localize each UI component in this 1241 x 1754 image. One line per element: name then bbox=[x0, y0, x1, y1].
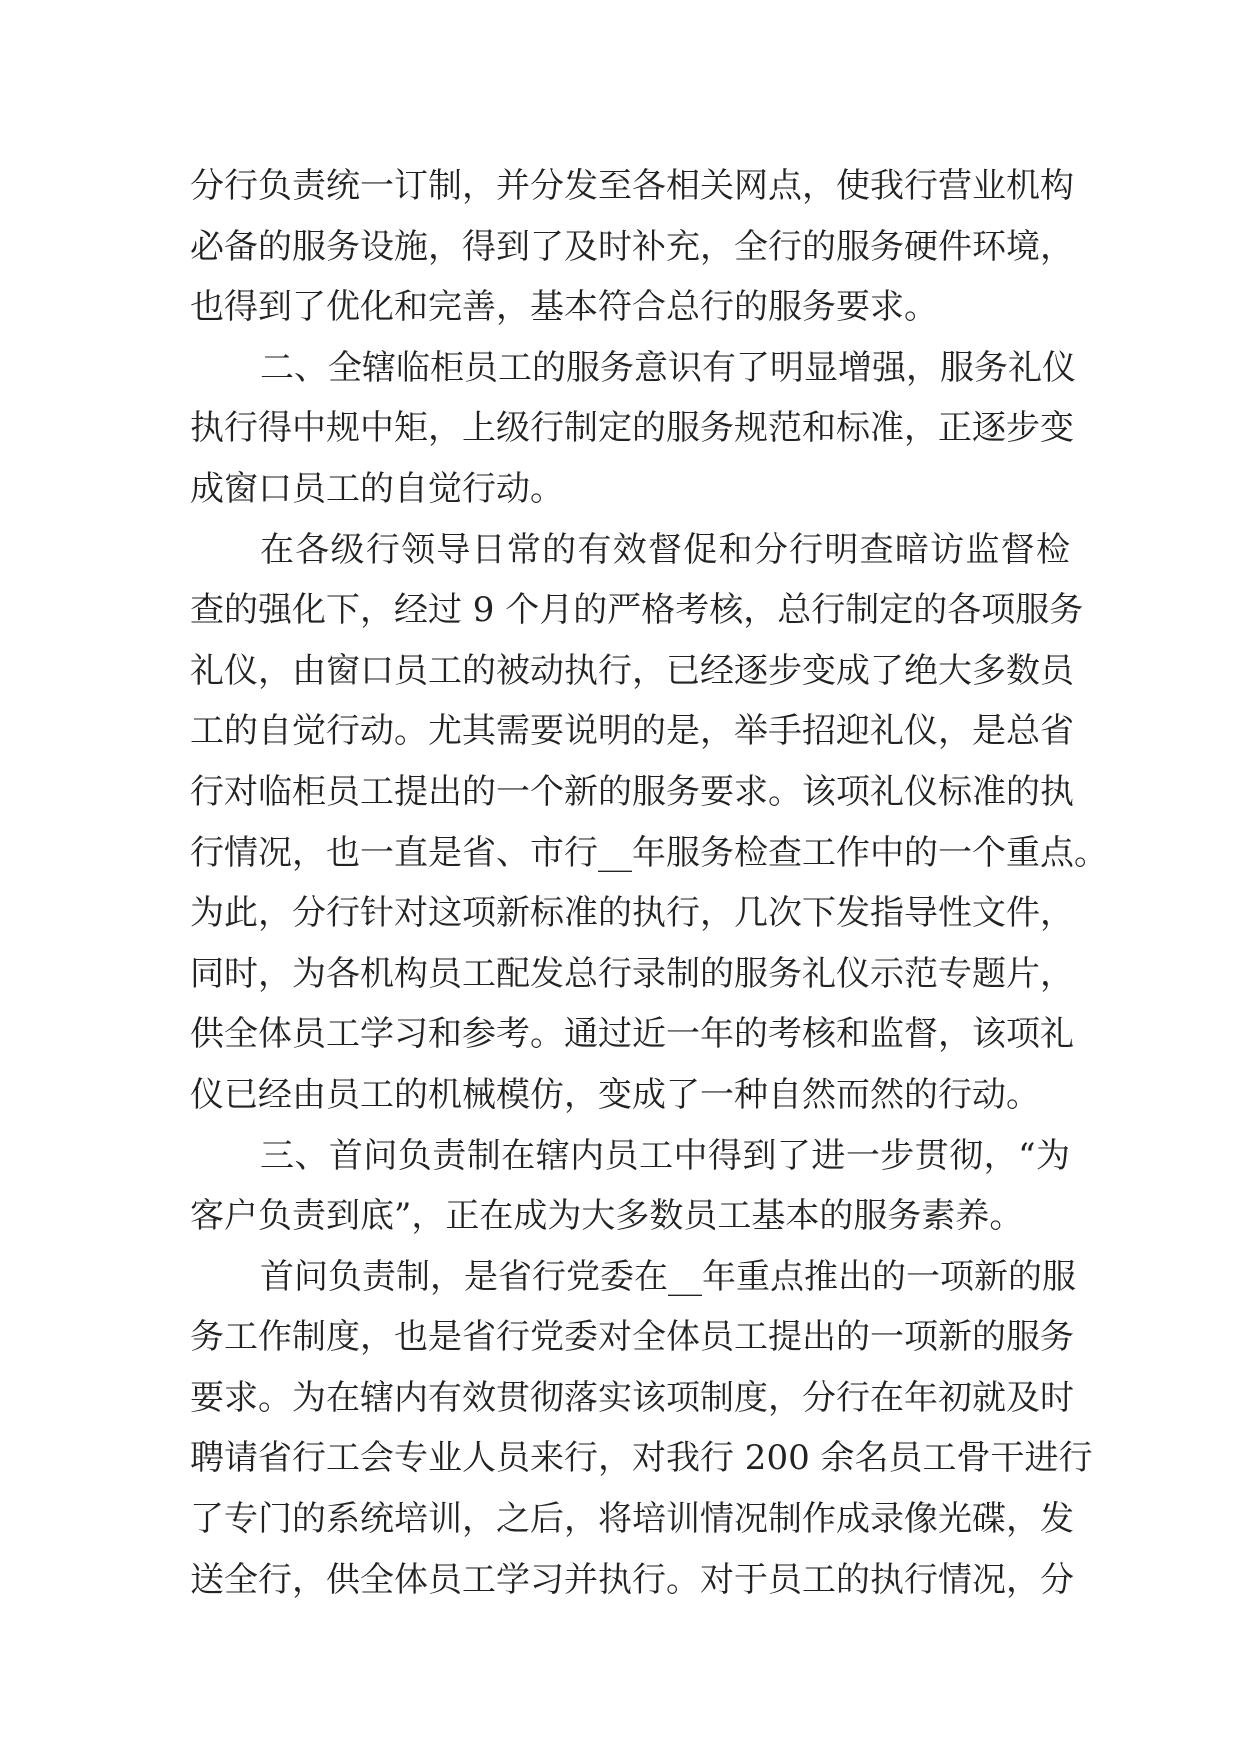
text-line: 必备的服务设施，得到了及时补充，全行的服务硬件环境， bbox=[190, 226, 1074, 267]
paragraph-first-line: 首问负责制，是省行党委在__年重点推出的一项新的服 bbox=[260, 1256, 1076, 1297]
text-line: 聘请省行工会专业人员来行，对我行 200 余名员工骨干进行 bbox=[190, 1438, 1093, 1479]
section-heading-line: 二、全辖临柜员工的服务意识有了明显增强，服务礼仪 bbox=[260, 347, 1076, 388]
text-line: 客户负责到底”，正在成为大多数员工基本的服务素养。 bbox=[190, 1196, 1024, 1237]
document-body bbox=[190, 156, 1108, 1610]
text-line: 务工作制度，也是省行党委对全体员工提出的一项新的服务 bbox=[190, 1317, 1074, 1358]
text-line: 行情况，也一直是省、市行__年服务检查工作中的一个重点。 bbox=[190, 832, 1108, 873]
paragraph-first-line: 在各级行领导日常的有效督促和分行明查暗访监督检 bbox=[260, 529, 1070, 570]
text-line: 送全行，供全体员工学习并执行。对于员工的执行情况，分 bbox=[190, 1559, 1074, 1600]
text-line: 也得到了优化和完善，基本符合总行的服务要求。 bbox=[190, 287, 938, 328]
text-line: 要求。为在辖内有效贯彻落实该项制度，分行在年初就及时 bbox=[190, 1377, 1074, 1418]
text-line: 礼仪，由窗口员工的被动执行，已经逐步变成了绝大多数员 bbox=[190, 650, 1074, 691]
text-line: 行对临柜员工提出的一个新的服务要求。该项礼仪标准的执 bbox=[190, 771, 1074, 812]
text-line: 供全体员工学习和参考。通过近一年的考核和监督，该项礼 bbox=[190, 1014, 1074, 1055]
text-line: 分行负责统一订制，并分发至各相关网点，使我行营业机构 bbox=[190, 166, 1074, 206]
text-line: 工的自觉行动。尤其需要说明的是，举手招迎礼仪，是总省 bbox=[190, 711, 1074, 752]
section-heading-line: 三、首问负责制在辖内员工中得到了进一步贯彻，“为 bbox=[260, 1135, 1070, 1176]
text-line: 查的强化下，经过 9 个月的严格考核，总行制定的各项服务 bbox=[190, 590, 1084, 631]
text-line: 同时，为各机构员工配发总行录制的服务礼仪示范专题片， bbox=[190, 953, 1074, 994]
text-line: 了专门的系统培训，之后，将培训情况制作成录像光碟，发 bbox=[190, 1499, 1074, 1540]
text-line: 为此，分行针对这项新标准的执行，几次下发指导性文件， bbox=[190, 893, 1074, 934]
text-line: 仪已经由员工的机械模仿，变成了一种自然而然的行动。 bbox=[190, 1074, 1040, 1115]
text-line: 执行得中规中矩，上级行制定的服务规范和标准，正逐步变 bbox=[190, 408, 1074, 449]
text-line: 成窗口员工的自觉行动。 bbox=[190, 468, 564, 509]
